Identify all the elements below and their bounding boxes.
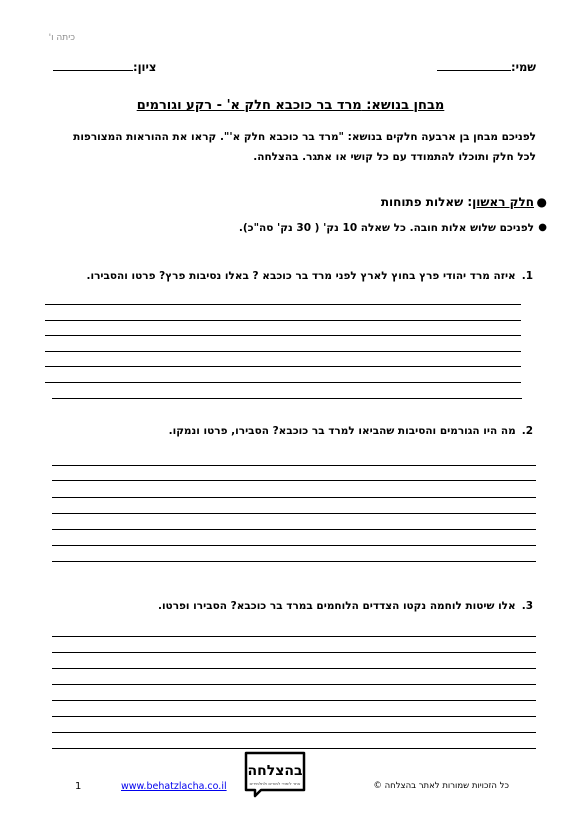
answer-line[interactable] xyxy=(52,716,536,717)
answer-line[interactable] xyxy=(45,335,521,336)
answer-line[interactable] xyxy=(52,545,536,546)
site-logo xyxy=(243,750,307,798)
part1-label: חלק ראשון xyxy=(472,195,534,209)
answer-line[interactable] xyxy=(52,529,536,530)
copyright-notice: כל הזכויות שמורות לאתר בהצלחה © xyxy=(373,781,509,791)
intro-paragraph xyxy=(36,127,536,167)
part1-heading xyxy=(380,195,547,209)
answer-line[interactable] xyxy=(45,304,521,305)
answer-line[interactable] xyxy=(52,513,536,514)
instructions-text: לפניכם שלוש אלות חובה. כל שאלה 10 נק' ( 30 נק' סה"כ). xyxy=(238,222,534,234)
grade-field[interactable] xyxy=(53,60,156,74)
answer-line[interactable] xyxy=(52,480,536,481)
website-link[interactable]: www.behatzlacha.co.il xyxy=(121,781,227,792)
answer-line[interactable] xyxy=(45,351,521,352)
intro-line-1: לפניכם מבחן בן ארבעה חלקים בנושא: "מרד בר כוכבא חלק א'". קראו את ההוראות המצורפות xyxy=(73,131,536,143)
logo-subtext: אתר לימודי למורים ולתלמידים xyxy=(249,781,301,786)
part1-subtitle: : שאלות פתוחות xyxy=(380,195,473,209)
name-line[interactable] xyxy=(437,60,511,71)
bullet-icon: ● xyxy=(538,222,547,233)
question-number: 2. xyxy=(521,425,533,437)
answer-line[interactable] xyxy=(52,732,536,733)
question-1 xyxy=(87,270,533,282)
page-title xyxy=(0,98,581,113)
answer-line[interactable] xyxy=(52,398,522,399)
answer-line[interactable] xyxy=(45,320,521,321)
bullet-icon: ● xyxy=(536,195,547,209)
question-text: מה היו הגורמים והסיבות שהביאו למרד בר כוכבא? הסבירו, פרטו ונמקו. xyxy=(168,425,516,437)
answer-line[interactable] xyxy=(52,700,536,701)
title-prefix: מבחן בנושא: xyxy=(361,98,445,113)
answer-line[interactable] xyxy=(45,366,521,367)
question-text: איזה מרד יהודי פרץ בחוץ לארץ לפני מרד בר כוכבא ? באלו נסיבות פרץ? פרטו והסבירו. xyxy=(86,270,516,282)
answer-line[interactable] xyxy=(52,748,536,749)
answer-line[interactable] xyxy=(45,382,521,383)
logo-text: בהצלחה xyxy=(247,763,303,779)
title-topic: מרד בר כוכבא חלק א' - רקע וגורמים xyxy=(136,98,362,113)
grade-level-label: כיתה ו' xyxy=(48,33,75,43)
intro-line-2: לכל חלק ותוכלו להתמודד עם כל קושי או אתגר. בהצלחה. xyxy=(253,151,536,163)
answer-line[interactable] xyxy=(52,561,536,562)
answer-line[interactable] xyxy=(52,652,536,653)
page-number: 1 xyxy=(75,781,82,792)
answer-line[interactable] xyxy=(52,684,536,685)
name-label: שמי: xyxy=(510,60,536,74)
grade-line[interactable] xyxy=(53,60,133,71)
answer-line[interactable] xyxy=(52,668,536,669)
question-3 xyxy=(158,600,533,612)
answer-line[interactable] xyxy=(52,465,536,466)
answer-line[interactable] xyxy=(52,636,536,637)
question-number: 3. xyxy=(521,600,533,612)
question-2 xyxy=(169,425,533,437)
name-field[interactable] xyxy=(437,60,536,74)
question-number: 1. xyxy=(521,270,533,282)
part1-instructions xyxy=(238,222,547,234)
grade-field-label: ציון: xyxy=(133,60,157,74)
answer-line[interactable] xyxy=(52,497,536,498)
question-text: אלו שיטות לוחמה נקטו הצדדים הלוחמים במרד בר כוכבא? הסבירו ופרטו. xyxy=(157,600,516,612)
